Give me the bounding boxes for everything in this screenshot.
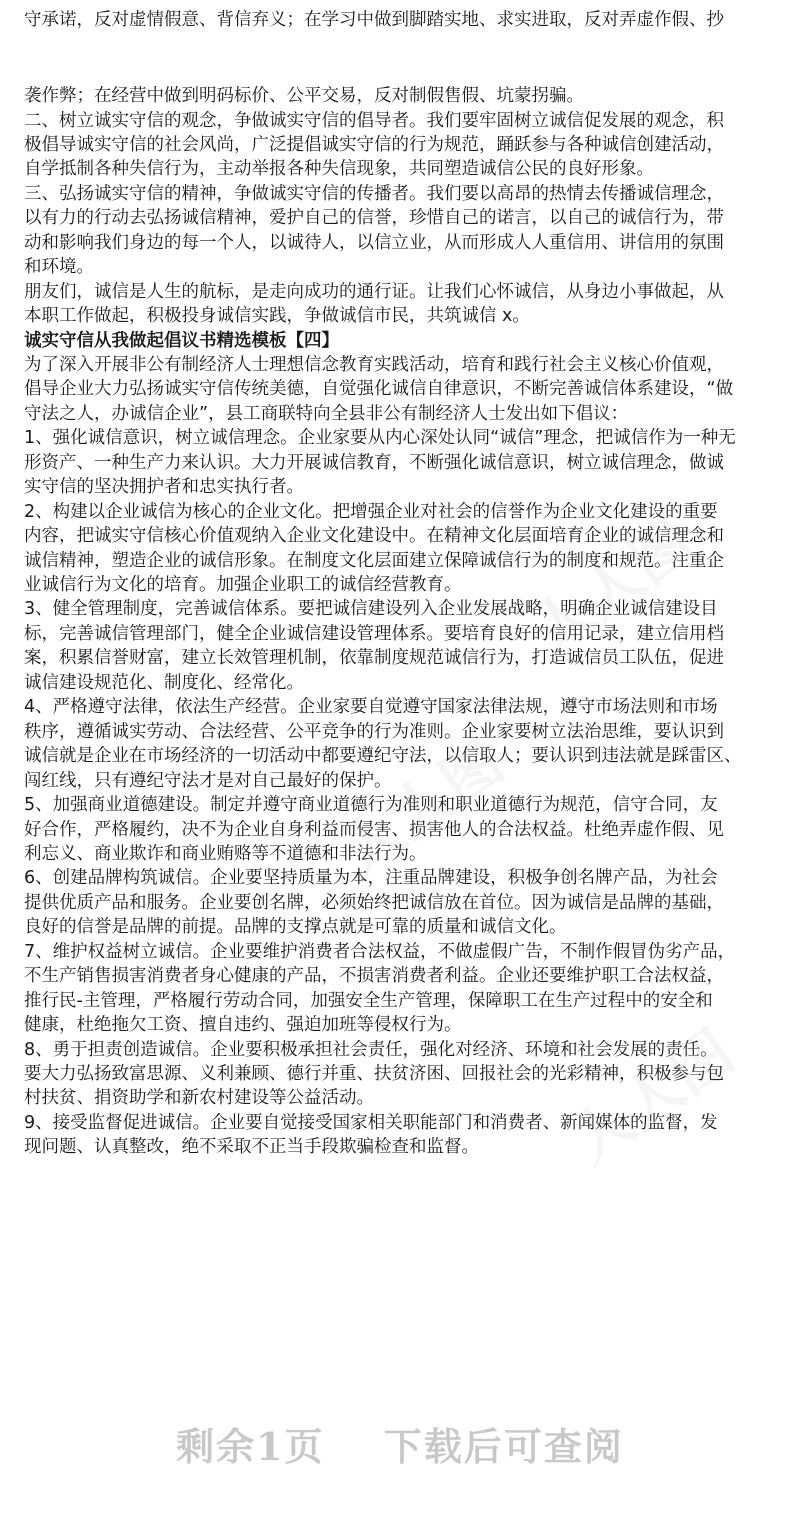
text-line: 自学抵制各种失信行为，主动举报各种失信现象，共同塑造诚信公民的良好形象。 <box>24 159 654 180</box>
watermark: 人人图 <box>329 726 517 888</box>
text-line: 极倡导诚实守信的社会风尚，广泛提倡诚实守信的行为规范，踊跃参与各种诚信创建活动， <box>24 134 724 155</box>
text-line: 内容，把诚实守信核心价值观纳入企业文化建设中。在精神文化层面培育企业的诚信理念和 <box>24 526 724 547</box>
text-line: 良好的信誉是品牌的前提。品牌的支撑点就是可靠的质量和诚信文化。 <box>24 917 567 938</box>
text-line: 守法之人，办诚信企业”，县工商联特向全县非公有制经济人士发出如下倡议： <box>24 403 629 424</box>
text-line: 动和影响我们身边的每一个人，以诚待人，以信立业，从而形成人人重信用、讲信用的氛围 <box>24 232 724 253</box>
text-line: 6、创建品牌构筑诚信。企业要坚持质量为本，注重品牌建设，积极争创名牌产品，为社会 <box>24 868 718 889</box>
text-line: 本职工作做起，积极投身诚信实践，争做诚信市民，共筑诚信 x。 <box>24 306 530 326</box>
text-line: 诚信建设规范化、制度化、经常化。 <box>24 672 304 693</box>
text-line: 推行民-主管理，严格履行劳动合同，加强安全生产管理，保障职工在生产过程中的安全和 <box>24 990 713 1011</box>
text-line: 实守信的坚决拥护者和忠实执行者。 <box>24 477 304 498</box>
text-line: 不生产销售损害消费者身心健康的产品，不损害消费者利益。企业还要维护职工合法权益， <box>24 966 724 987</box>
download-banner[interactable] <box>0 1416 800 1486</box>
text-line: 闯红线，只有遵纪守法才是对自己最好的保护。 <box>24 770 392 791</box>
text-line: 诚信就是企业在市场经济的一切活动中都要遵纪守法，以信取人；要认识到违法就是踩雷区、 <box>24 746 742 767</box>
text-line: 朋友们，诚信是人生的航标，是走向成功的通行证。让我们心怀诚信，从身边小事做起，从 <box>24 281 724 302</box>
text-line: 3、健全管理制度，完善诚信体系。要把诚信建设列入企业发展战略，明确企业诚信建设目 <box>24 599 718 620</box>
text-line: 标，完善诚信管理部门，健全企业诚信建设管理体系。要培育良好的信用记录，建立信用档 <box>24 623 724 644</box>
text-line-top: 守承诺，反对虚情假意、背信弃义；在学习中做到脚踏实地、求实进取，反对弄虚作假、抄 <box>24 10 724 30</box>
text-line: 好合作，严格履约，决不为企业自身利益而侵害、损害他人的合法权益。杜绝弄虚作假、见 <box>24 819 724 840</box>
text-line: 提供优质产品和服务。企业要创名牌，必须始终把诚信放在首位。因为诚信是品牌的基础， <box>24 892 724 913</box>
text-line: 要大力弘扬致富思源、义利兼顾、德行并重、扶贫济困、回报社会的光彩精神，积极参与包 <box>24 1064 724 1084</box>
watermark: 人人图 <box>559 1016 747 1178</box>
text-line: 4、严格遵守法律，依法生产经营。企业家要自觉遵守国家法律法规，遵守市场法则和市场 <box>24 697 718 718</box>
text-line: 村扶贫、捐资助学和新农村建设等公益活动。 <box>24 1088 374 1109</box>
text-line: 健康，杜绝拖欠工资、擅自违约、强迫加班等侵权行为。 <box>24 1015 462 1036</box>
text-line: 倡导企业大力弘扬诚实守信传统美德，自觉强化诚信自律意识，不断完善诚信体系建设，“做 <box>24 379 734 400</box>
watermark: 人人图 <box>519 506 707 668</box>
remaining-pages-label: 剩余1页 <box>176 1424 325 1469</box>
text-line: 9、接受监督促进诚信。企业要自觉接受国家相关职能部门和消费者、新闻媒体的监督，发 <box>24 1112 718 1133</box>
text-line: 7、维护权益树立诚信。企业要维护消费者合法权益，不做虚假广告，不制作假冒伪劣产品， <box>24 941 736 962</box>
text-line: 为了深入开展非公有制经济人士理想信念教育实践活动，培育和践行社会主义核心价值观， <box>24 354 724 375</box>
text-line: 秩序，遵循诚实劳动、合法经营、公平竞争的行为准则。企业家要树立法治思维，要认识到 <box>24 721 724 742</box>
text-line: 现问题、认真整改，绝不采取不正当手段欺骗检查和监督。 <box>24 1137 479 1158</box>
text-line: 和环境。 <box>24 257 94 278</box>
section-heading: 诚实守信从我做起倡议书精选模板【四】 <box>24 330 339 351</box>
text-line: 袭作弊；在经营中做到明码标价、公平交易，反对制假售假、坑蒙拐骗。 <box>24 86 584 106</box>
text-line: 8、勇于担责创造诚信。企业要积极承担社会责任，强化对经济、环境和社会发展的责任。 <box>24 1039 718 1060</box>
text-line: 以有力的行动去弘扬诚信精神，爱护自己的信誉，珍惜自己的诺言，以自己的诚信行为，带 <box>24 208 724 229</box>
download-prompt-label: 下载后可查阅 <box>383 1424 624 1469</box>
text-line: 5、加强商业道德建设。制定并遵守商业道德行为准则和职业道德行为规范，信守合同，友 <box>24 795 718 815</box>
text-line: 2、构建以企业诚信为核心的企业文化。把增强企业对社会的信誉作为企业文化建设的重要 <box>24 501 718 522</box>
text-line: 利忘义、商业欺诈和商业贿赂等不道德和非法行为。 <box>24 843 427 864</box>
text-line: 形资产、一种生产力来认识。大力开展诚信教育，不断强化诚信意识，树立诚信理念，做诚 <box>24 452 724 473</box>
text-line: 二、树立诚实守信的观念，争做诚实守信的倡导者。我们要牢固树立诚信促发展的观念，积 <box>24 110 724 131</box>
text-line: 三、弘扬诚实守信的精神，争做诚实守信的传播者。我们要以高昂的热情去传播诚信理念， <box>24 183 724 204</box>
text-line: 业诚信行为文化的培育。加强企业职工的诚信经营教育。 <box>24 575 462 595</box>
text-line: 案，积累信誉财富，建立长效管理机制，依靠制度规范诚信行为，打造诚信员工队伍，促进 <box>24 648 724 669</box>
text-line: 1、强化诚信意识，树立诚信理念。企业家要从内心深处认同“诚信”理念，把诚信作为一种无 <box>24 428 736 449</box>
text-line: 诚信精神，塑造企业的诚信形象。在制度文化层面建立保障诚信行为的制度和规范。注重企 <box>24 550 724 571</box>
